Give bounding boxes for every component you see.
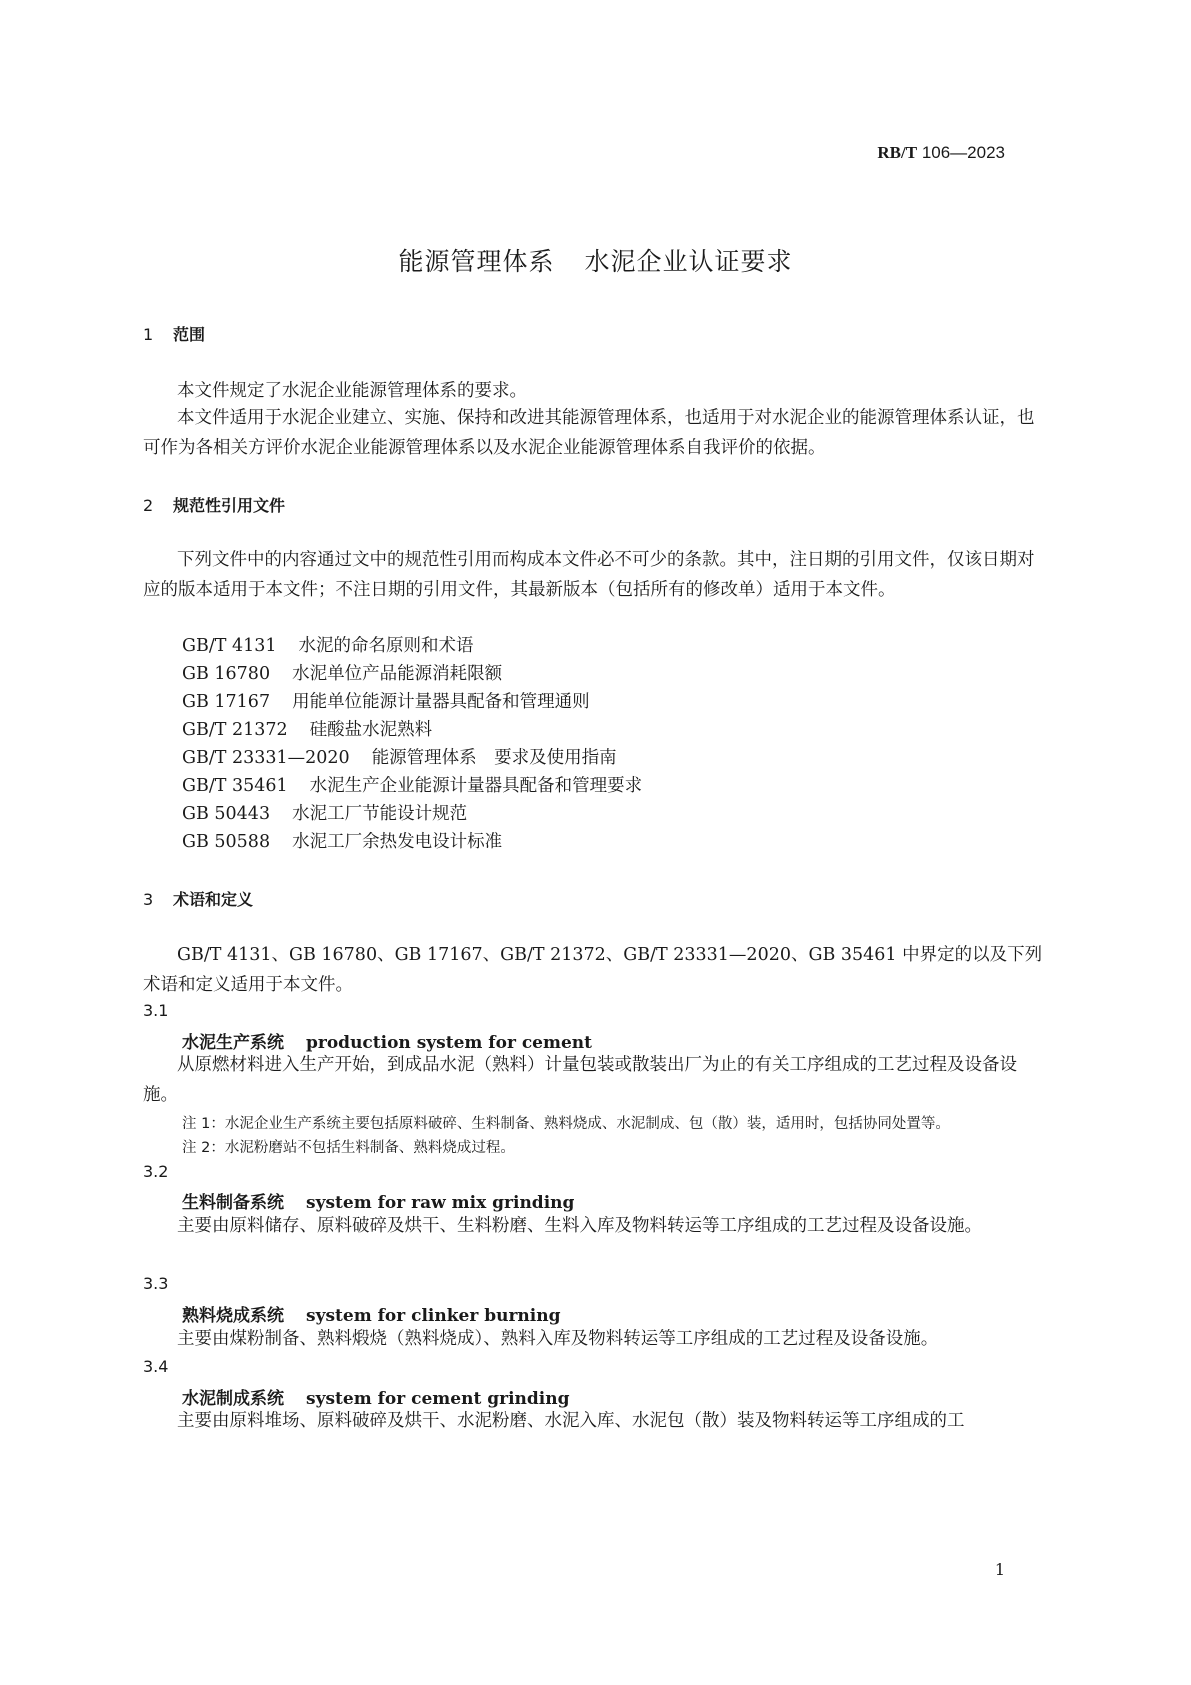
- term-definition: 主要由原料储存、原料破碎及烘干、生料粉磨、生料入库及物料转运等工序组成的工艺过程及设备设施。: [177, 1216, 982, 1236]
- term-definition: 从原燃材料进入生产开始，到成品水泥（熟料）计量包装或散装出厂为止的有关工序组成的工艺过程及设备设施。: [143, 1055, 1017, 1105]
- section-number: 2: [143, 496, 154, 515]
- note-text: 水泥企业生产系统主要包括原料破碎、生料制备、熟料烧成、水泥制成、包（散）装，适用时，包括协同处置等。: [224, 1116, 950, 1132]
- standard-code: 106—2023: [921, 143, 1005, 162]
- section-number: 3: [143, 890, 154, 909]
- note-text: 水泥粉磨站不包括生料制备、熟料烧成过程。: [224, 1140, 515, 1156]
- reference-item: [182, 688, 590, 713]
- title-part-1: 能源管理体系: [398, 247, 555, 276]
- section-1-heading: [143, 322, 205, 345]
- reference-item: [182, 744, 617, 769]
- term-definition: 主要由原料堆场、原料破碎及烘干、水泥粉磨、水泥入库、水泥包（散）装及物料转运等工序组成的工: [177, 1411, 965, 1431]
- section-title: 规范性引用文件: [173, 496, 286, 515]
- reference-item: [182, 660, 502, 685]
- term-note: [182, 1136, 515, 1157]
- term-en: system for cement grinding: [306, 1389, 570, 1409]
- term-cn: 生料制备系统: [182, 1193, 284, 1213]
- term-number: 3.4: [143, 1357, 169, 1376]
- section-3-heading: [143, 887, 253, 910]
- section-3-paragraph-1: GB/T 4131、GB 16780、GB 17167、GB/T 21372、GB/T 23331—2020、GB 35461 中界定的以及下列术语和定义适用于本文件。: [143, 945, 1043, 995]
- reference-code: GB 16780: [182, 664, 271, 684]
- reference-title: 能源管理体系 要求及使用指南: [371, 748, 617, 768]
- term-en: system for clinker burning: [306, 1306, 561, 1326]
- reference-item: [182, 632, 474, 657]
- section-number: 1: [143, 325, 154, 344]
- reference-code: GB 17167: [182, 692, 271, 712]
- term-cn: 水泥生产系统: [182, 1033, 284, 1053]
- term-title: [182, 1188, 574, 1213]
- term-title: [182, 1301, 561, 1326]
- reference-title: 水泥工厂节能设计规范: [292, 804, 468, 824]
- standard-prefix: RB/T: [877, 143, 918, 162]
- page-number: 1: [994, 1560, 1005, 1579]
- reference-title: 用能单位能源计量器具配备和管理通则: [292, 692, 590, 712]
- reference-code: GB/T 4131: [182, 636, 277, 656]
- section-2-heading: [143, 493, 285, 516]
- reference-code: GB 50588: [182, 832, 271, 852]
- term-cn: 熟料烧成系统: [182, 1306, 284, 1326]
- note-label: 注 2：: [182, 1140, 225, 1156]
- term-number: 3.2: [143, 1162, 169, 1181]
- reference-code: GB/T 35461: [182, 776, 288, 796]
- term-number: 3.3: [143, 1274, 169, 1293]
- reference-code: GB/T 23331—2020: [182, 748, 350, 768]
- reference-code: GB/T 21372: [182, 720, 288, 740]
- term-number: 3.1: [143, 1001, 169, 1020]
- section-1-paragraph-2: 本文件适用于水泥企业建立、实施、保持和改进其能源管理体系，也适用于对水泥企业的能源管理体系认证，也可作为各相关方评价水泥企业能源管理体系以及水泥企业能源管理体系自我评价的依据。: [143, 408, 1035, 458]
- section-title: 范围: [173, 325, 206, 344]
- standard-number: [877, 143, 1005, 163]
- reference-code: GB 50443: [182, 804, 271, 824]
- reference-title: 水泥的命名原则和术语: [298, 636, 474, 656]
- reference-title: 水泥单位产品能源消耗限额: [292, 664, 503, 684]
- reference-title: 水泥工厂余热发电设计标准: [292, 832, 503, 852]
- reference-item: [182, 716, 432, 741]
- reference-item: [182, 828, 502, 853]
- section-title: 术语和定义: [173, 890, 254, 909]
- reference-item: [182, 800, 467, 825]
- term-definition: 主要由煤粉制备、熟料煅烧（熟料烧成）、熟料入库及物料转运等工序组成的工艺过程及设备设施。: [177, 1329, 939, 1349]
- section-1-paragraph-1: 本文件规定了水泥企业能源管理体系的要求。: [177, 381, 527, 401]
- section-2-paragraph-1: 下列文件中的内容通过文中的规范性引用而构成本文件必不可少的条款。其中，注日期的引用文件，仅该日期对应的版本适用于本文件；不注日期的引用文件，其最新版本（包括所有的修改单）适用于本文件。: [143, 550, 1035, 600]
- term-note: [182, 1112, 950, 1133]
- note-label: 注 1：: [182, 1116, 225, 1132]
- reference-title: 硅酸盐水泥熟料: [309, 720, 433, 740]
- term-en: production system for cement: [306, 1033, 593, 1053]
- document-title: [0, 242, 1191, 278]
- reference-item: [182, 772, 642, 797]
- term-cn: 水泥制成系统: [182, 1389, 284, 1409]
- reference-title: 水泥生产企业能源计量器具配备和管理要求: [309, 776, 643, 796]
- term-en: system for raw mix grinding: [306, 1193, 575, 1213]
- title-part-2: 水泥企业认证要求: [584, 247, 793, 276]
